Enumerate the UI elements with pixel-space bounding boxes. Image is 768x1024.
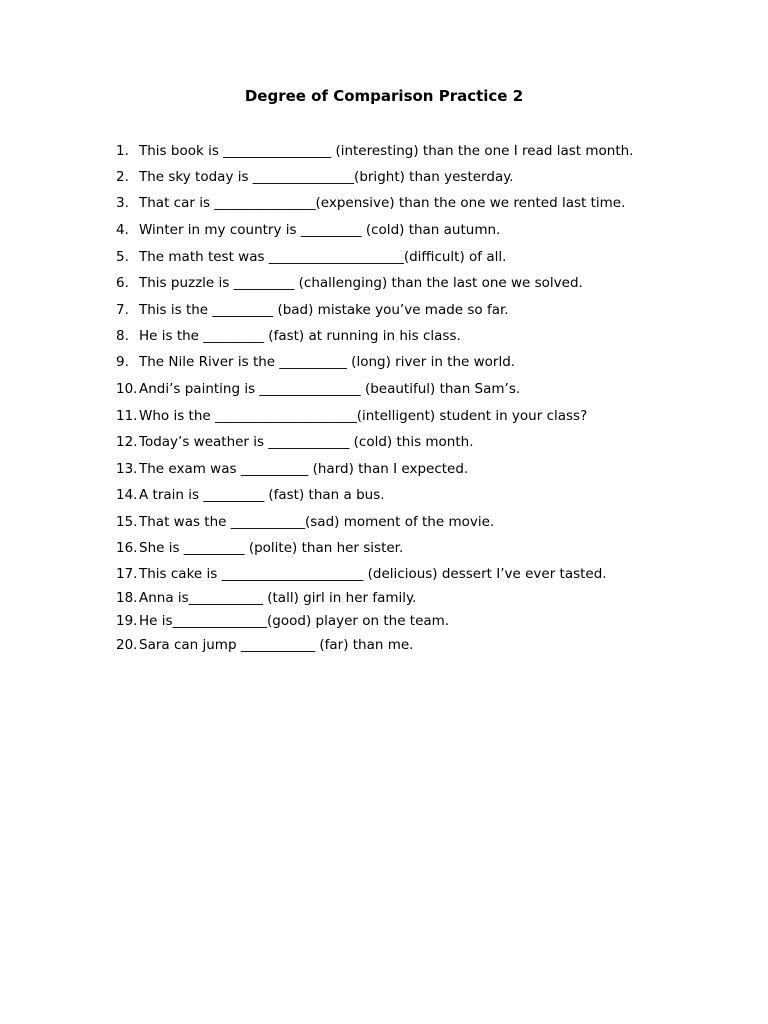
item-number: 1. — [116, 143, 129, 159]
item-number: 8. — [116, 328, 129, 344]
item-text: Today’s weather is ____________ (cold) this month. — [139, 434, 474, 450]
item-number: 11. — [116, 408, 138, 424]
item-number: 20. — [116, 637, 138, 653]
item-text: The Nile River is the __________ (long) river in the world. — [139, 354, 516, 370]
item-number: 4. — [116, 222, 129, 238]
item-number: 18. — [116, 590, 138, 606]
item-number: 9. — [116, 354, 129, 370]
item-number: 19. — [116, 613, 138, 629]
item-number: 2. — [116, 169, 129, 185]
page-title: Degree of Comparison Practice 2 — [244, 87, 524, 105]
item-text: This is the _________ (bad) mistake you’ve made so far. — [139, 302, 509, 318]
item-number: 10. — [116, 381, 138, 397]
item-number: 14. — [116, 487, 138, 503]
item-text: He is the _________ (fast) at running in his class. — [139, 328, 461, 344]
item-number: 3. — [116, 195, 129, 211]
item-number: 13. — [116, 461, 138, 477]
item-number: 15. — [116, 514, 138, 530]
item-text: That was the ___________(sad) moment of the movie. — [139, 514, 495, 530]
item-number: 17. — [116, 566, 138, 582]
item-number: 6. — [116, 275, 129, 291]
item-text: Who is the _____________________(intelligent) student in your class? — [139, 408, 588, 424]
item-text: Winter in my country is _________ (cold) than autumn. — [139, 222, 501, 238]
item-text: This puzzle is _________ (challenging) than the last one we solved. — [139, 275, 583, 291]
item-number: 5. — [116, 249, 129, 265]
item-text: A train is _________ (fast) than a bus. — [139, 487, 385, 503]
item-text: Andi’s painting is _______________ (beautiful) than Sam’s. — [139, 381, 521, 397]
item-text: She is _________ (polite) than her sister. — [139, 540, 404, 556]
item-text: That car is _______________(expensive) than the one we rented last time. — [139, 195, 626, 211]
item-number: 7. — [116, 302, 129, 318]
item-text: This cake is _____________________ (delicious) dessert I’ve ever tasted. — [139, 566, 607, 582]
item-text: The exam was __________ (hard) than I expected. — [139, 461, 469, 477]
item-number: 12. — [116, 434, 138, 450]
item-text: This book is ________________ (interesting) than the one I read last month. — [139, 143, 634, 159]
item-text: Sara can jump ___________ (far) than me. — [139, 637, 414, 653]
item-number: 16. — [116, 540, 138, 556]
item-text: He is______________(good) player on the team. — [139, 613, 450, 629]
item-text: The math test was ____________________(difficult) of all. — [139, 249, 507, 265]
item-text: Anna is___________ (tall) girl in her family. — [139, 590, 417, 606]
item-text: The sky today is _______________(bright) than yesterday. — [139, 169, 514, 185]
